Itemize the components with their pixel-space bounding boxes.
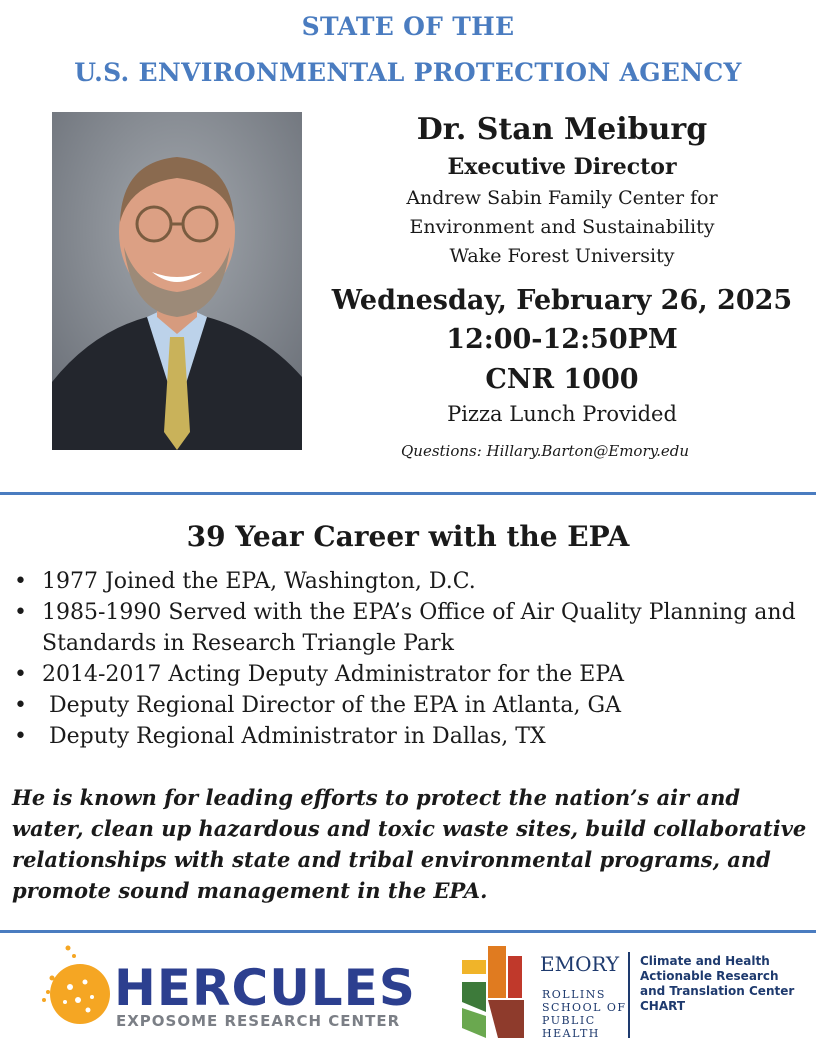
contact-email[interactable]: Questions: Hillary.Barton@Emory.edu [400,442,690,460]
speaker-name: Dr. Stan Meiburg [416,112,708,147]
career-heading: 39 Year Career with the EPA [186,520,630,553]
header-line-2: U.S. ENVIRONMENTAL PROTECTION AGENCY [74,58,742,87]
career-item: • 1985-1990 Served with the EPA’s Office of Air Quality Planning and Standards in Research Triangle Park [10,597,800,659]
career-item: • 2014-2017 Acting Deputy Administrator for the EPA [10,659,800,690]
hercules-subtitle: EXPOSOME RESEARCH CENTER [116,1012,401,1030]
bullet-icon: • [14,600,27,625]
event-location: CNR 1000 [485,364,639,395]
hercules-sun-icon [40,942,120,1032]
speaker-affiliation-3: Wake Forest University [449,245,675,267]
event-date: Wednesday, February 26, 2025 [331,285,793,316]
career-item: • 1977 Joined the EPA, Washington, D.C. [10,566,800,597]
logo-divider [628,952,630,1038]
event-time: 12:00-12:50PM [446,324,678,355]
header-line-1: STATE OF THE [301,12,515,41]
chart-text: Climate and Health Actionable Research and Translation Center CHART [640,954,795,1013]
hercules-logo [40,942,420,1042]
speaker-title: Executive Director [447,154,677,180]
bullet-icon: • [14,724,27,749]
event-food: Pizza Lunch Provided [447,402,677,426]
rollins-mark-icon [458,942,538,1042]
bullet-icon: • [14,662,27,687]
bullet-icon: • [14,693,27,718]
rollins-text: ROLLINS SCHOOL OF PUBLIC HEALTH [542,988,627,1040]
divider-bottom [0,930,816,933]
emory-wordmark: EMORY [540,952,620,976]
speaker-photo [52,112,302,450]
career-summary: He is known for leading efforts to protect the nation’s air and water, clean up hazardous and toxic waste sites, build collaborative relationships with state and tribal environmental programs, and promote sound management in the EPA. [12,785,807,903]
career-list [10,566,800,752]
career-item: • Deputy Regional Director of the EPA in Atlanta, GA [10,690,800,721]
speaker-affiliation-1: Andrew Sabin Family Center for [406,187,718,209]
hercules-wordmark: HERCULES [114,959,416,1017]
bullet-icon: • [14,569,27,594]
divider-top [0,492,816,495]
emory-rollins-logo [458,942,798,1042]
career-item: • Deputy Regional Administrator in Dallas, TX [10,721,800,752]
speaker-affiliation-2: Environment and Sustainability [409,216,715,238]
